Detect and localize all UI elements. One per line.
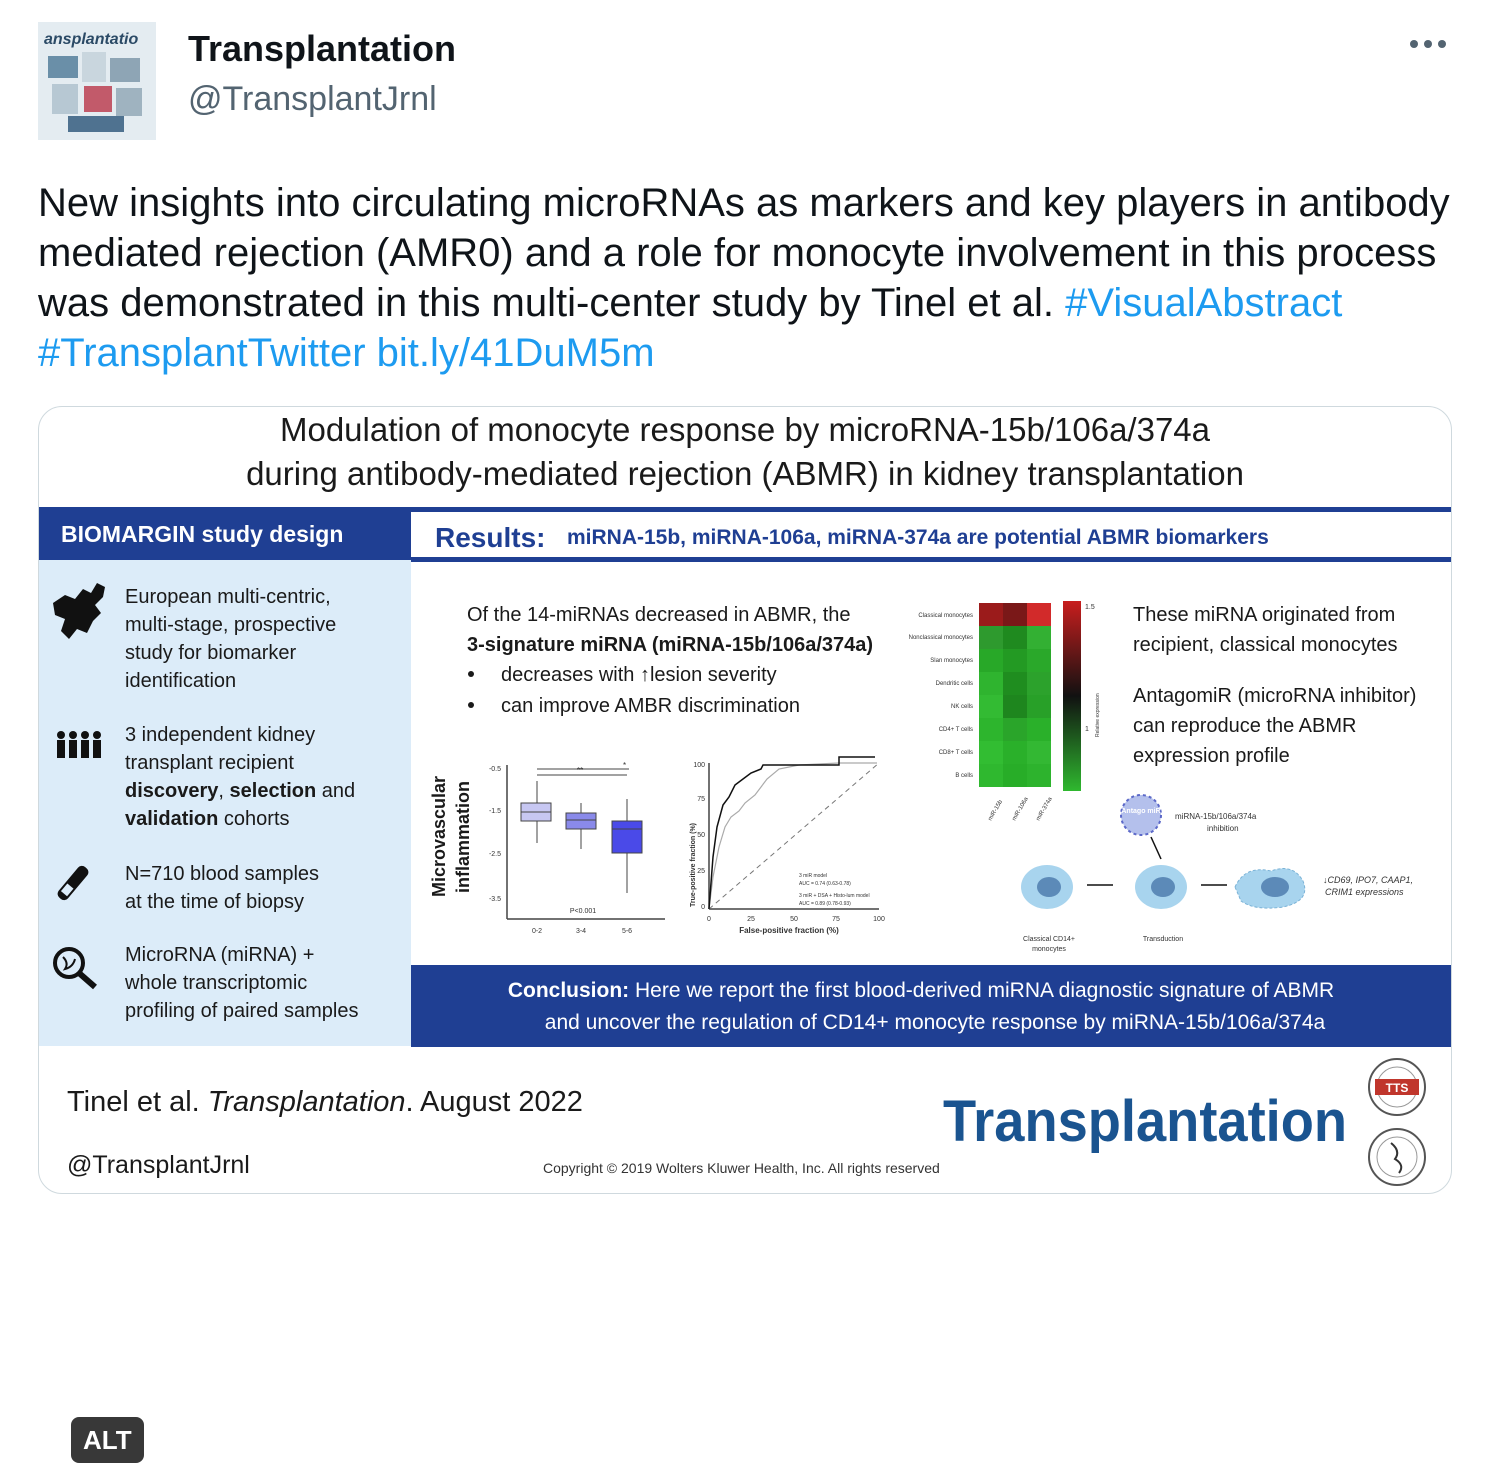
heatmap-row-4: Dendritic cells bbox=[935, 681, 973, 687]
heatmap-cell bbox=[979, 649, 1003, 672]
hashtag-visualabstract[interactable]: #VisualAbstract bbox=[1065, 281, 1343, 325]
design-item-1-line-2: multi-stage, prospective bbox=[125, 614, 337, 636]
roc-xtick-4: 75 bbox=[832, 916, 840, 923]
box3 bbox=[612, 821, 642, 853]
roc-ytick-5: 0 bbox=[701, 904, 705, 911]
heatmap-row-5: NK cells bbox=[950, 704, 973, 710]
inhibition-line2: inhibition bbox=[1207, 824, 1239, 833]
boxplot-xtick-2: 3-4 bbox=[575, 928, 587, 935]
conclusion-line1 bbox=[508, 979, 1334, 1002]
findings-bullet2: can improve AMBR discrimination bbox=[501, 695, 800, 717]
findings-line1: Of the 14-miRNAs decreased in ABMR, the bbox=[467, 604, 851, 626]
boxplot-ytick-2: -1.5 bbox=[488, 808, 501, 815]
cell1-label-line1: Classical CD14+ bbox=[1023, 936, 1075, 943]
design-item-3-line-1: N=710 blood samples bbox=[125, 863, 320, 885]
design-bold-selection: selection bbox=[229, 780, 317, 802]
citation-date: . August 2022 bbox=[405, 1086, 583, 1118]
heatmap-row-2: Nonclassical monocytes bbox=[908, 635, 973, 641]
heatmap-cell bbox=[1027, 718, 1051, 741]
sig-label-1: ** bbox=[577, 766, 584, 775]
header-rule bbox=[39, 507, 1451, 512]
more-icon bbox=[1408, 38, 1448, 50]
roc-xtick-1: 0 bbox=[707, 916, 711, 923]
cell1-label-line2: monocytes bbox=[1032, 946, 1066, 953]
origin-line4: can reproduce the ABMR bbox=[1133, 715, 1357, 737]
avatar[interactable] bbox=[38, 22, 156, 140]
heatmap-cell bbox=[1027, 695, 1051, 718]
results-subheader: miRNA-15b, miRNA-106a, miRNA-374a are potential ABMR biomarkers bbox=[567, 526, 1269, 549]
boxplot-xtick-3: 5-6 bbox=[621, 928, 633, 935]
abstract-title-line1: Modulation of monocyte response by microRNA-15b/106a/374a bbox=[279, 411, 1211, 448]
heatmap-scale-max: 1.5 bbox=[1085, 604, 1095, 611]
boxplot-ylabel-line2: inflammation bbox=[453, 780, 473, 893]
findings-bullet1: decreases with ↑lesion severity bbox=[501, 664, 777, 686]
heatmap-col-2: miR-106a bbox=[1011, 796, 1030, 822]
antagomir-label: Antago miR bbox=[1121, 808, 1161, 815]
heatmap-col-1: miR-15b bbox=[987, 799, 1005, 822]
design-item-4-line-2: whole transcriptomic bbox=[125, 972, 308, 994]
more-options-button[interactable] bbox=[1406, 22, 1450, 66]
design-bold-discovery: discovery bbox=[125, 780, 219, 802]
roc-legend-1b: AUC = 0.74 (0.63-0.78) bbox=[799, 881, 851, 887]
heatmap-cell bbox=[1027, 764, 1051, 787]
avatar-text: ansplantatio bbox=[44, 31, 139, 48]
design-item-4-line-1: MicroRNA (miRNA) + bbox=[125, 944, 315, 966]
conclusion-bar bbox=[411, 965, 1451, 1047]
findings-bullet2-dot bbox=[468, 702, 474, 708]
heatmap-cells bbox=[979, 603, 1051, 787]
heatmap-cell bbox=[1003, 718, 1027, 741]
design-sep-2: and bbox=[316, 780, 356, 802]
design-item-2-line-4 bbox=[125, 808, 290, 830]
boxplot-ytick-1: -0.5 bbox=[488, 766, 501, 773]
roc-ytick-1: 100 bbox=[693, 762, 705, 769]
design-item-1-line-4: identification bbox=[125, 670, 237, 692]
abstract-title-line2: during antibody-mediated rejection (ABMR) in kidney transplantation bbox=[246, 455, 1244, 492]
roc-curve-3mir bbox=[709, 763, 877, 909]
heatmap-row-7: CD8+ T cells bbox=[938, 750, 973, 756]
heatmap-cell bbox=[1003, 626, 1027, 649]
design-item-2-line-1: 3 independent kidney bbox=[125, 724, 316, 746]
transduced-nucleus-icon bbox=[1151, 877, 1175, 897]
heatmap-cell bbox=[979, 695, 1003, 718]
heatmap-row-6: CD4+ T cells bbox=[938, 727, 973, 733]
journal-logo: Transplantation bbox=[943, 1089, 1347, 1154]
roc-xlabel: False-positive fraction (%) bbox=[739, 926, 839, 935]
heatmap-cell bbox=[1003, 695, 1027, 718]
results-rule bbox=[411, 557, 1451, 562]
heatmap-col-3: miR-374a bbox=[1035, 796, 1054, 822]
design-tail: cohorts bbox=[218, 808, 290, 830]
boxplot-ytick-4: -3.5 bbox=[488, 896, 501, 903]
hashtag-transplanttwitter[interactable]: #TransplantTwitter bbox=[38, 331, 366, 375]
roc-xtick-2: 25 bbox=[747, 916, 755, 923]
heatmap-row-8: B cells bbox=[955, 773, 973, 779]
heatmap-scale-bar bbox=[1063, 601, 1081, 791]
roc-xtick-3: 50 bbox=[790, 916, 798, 923]
design-item-2-line-3 bbox=[125, 780, 355, 802]
expression-line1: ↓CD69, IPO7, CAAP1, bbox=[1323, 875, 1414, 885]
heatmap-scale-label: Relative expression bbox=[1095, 693, 1101, 737]
roc-ytick-2: 75 bbox=[697, 796, 705, 803]
heatmap-cell bbox=[979, 764, 1003, 787]
conclusion-text1: Here we report the first blood-derived miRNA diagnostic signature of ABMR bbox=[629, 979, 1335, 1002]
origin-line2: recipient, classical monocytes bbox=[1133, 634, 1398, 656]
heatmap bbox=[909, 601, 1101, 822]
boxplot-ytick-3: -2.5 bbox=[488, 851, 501, 858]
findings-line2: 3-signature miRNA (miRNA-15b/106a/374a) bbox=[467, 634, 874, 656]
results-header: Results: bbox=[435, 522, 546, 553]
mechanism-diagram bbox=[1021, 795, 1413, 953]
heatmap-cell bbox=[1003, 764, 1027, 787]
design-sep-1: , bbox=[218, 780, 230, 802]
author-handle[interactable]: @TransplantJrnl bbox=[188, 80, 437, 118]
boxplot-chart bbox=[429, 761, 665, 935]
design-bold-validation: validation bbox=[125, 808, 219, 830]
expression-line2: CRIM1 expressions bbox=[1325, 887, 1404, 897]
design-item-4-line-3: profiling of paired samples bbox=[125, 1000, 359, 1022]
inhibition-arrow bbox=[1151, 837, 1161, 859]
heatmap-cell bbox=[1003, 672, 1027, 695]
boxplot-xtick-1: 0-2 bbox=[531, 928, 543, 935]
tweet-body: New insights into circulating microRNAs as markers and key players in antibody mediated rejection (AMR0) and a role for monocyte involvement in this process was demonstrated in this multi-center study by Tinel et al. bbox=[38, 181, 1450, 325]
heatmap-cell bbox=[1003, 603, 1027, 626]
boxplot-pvalue: P<0.001 bbox=[569, 908, 597, 915]
design-item-3-line-2: at the time of biopsy bbox=[125, 891, 304, 913]
design-item-1-line-1: European multi-centric, bbox=[125, 586, 331, 608]
inhibition-line1: miRNA-15b/106a/374a bbox=[1175, 812, 1257, 821]
findings-bullet1-dot bbox=[468, 671, 474, 677]
visual-abstract bbox=[39, 407, 1451, 1193]
heatmap-cell bbox=[979, 718, 1003, 741]
heatmap-cell bbox=[1003, 649, 1027, 672]
media-card[interactable] bbox=[38, 406, 1452, 1455]
heatmap-cell bbox=[1003, 741, 1027, 764]
origin-line1: These miRNA originated from bbox=[1133, 604, 1396, 626]
roc-legend-2b: AUC = 0.89 (0.78-0.93) bbox=[799, 901, 851, 907]
avatar-image bbox=[38, 22, 156, 140]
heatmap-cell bbox=[1027, 672, 1051, 695]
tweet-link[interactable]: bit.ly/41DuM5m bbox=[376, 331, 655, 375]
cell2-label: Transduction bbox=[1142, 936, 1184, 943]
design-item-1-line-3: study for biomarker bbox=[125, 642, 297, 664]
roc-ylabel: True-positive fraction (%) bbox=[690, 822, 697, 907]
roc-ytick-4: 25 bbox=[697, 868, 705, 875]
roc-legend-1: 3 miR model bbox=[799, 873, 828, 879]
boxplot-ylabel-line1: Microvascular bbox=[429, 775, 449, 897]
heatmap-row-3: Slan monocytes bbox=[930, 658, 973, 664]
heatmap-cell bbox=[979, 603, 1003, 626]
tts-seal-text: TTS bbox=[1385, 1081, 1409, 1095]
heatmap-cell bbox=[979, 672, 1003, 695]
tweet-text bbox=[38, 178, 1458, 378]
alt-badge-button[interactable]: ALT bbox=[71, 1417, 144, 1463]
roc-xtick-5: 100 bbox=[873, 916, 885, 923]
design-header: BIOMARGIN study design bbox=[61, 521, 344, 547]
conclusion-bold: Conclusion: bbox=[507, 979, 630, 1002]
activated-nucleus-icon bbox=[1261, 877, 1289, 897]
roc-legend-2: 3 miR + DSA + Histo-lum model bbox=[799, 893, 870, 899]
copyright: Copyright © 2019 Wolters Kluwer Health, Inc. All rights reserved bbox=[543, 1160, 940, 1176]
sig-label-2: * bbox=[623, 761, 627, 770]
citation bbox=[67, 1086, 583, 1118]
antagomir-icon bbox=[1121, 795, 1161, 835]
tweet-header bbox=[38, 22, 1450, 142]
tts-seal-icon bbox=[1369, 1059, 1425, 1115]
heatmap-cell bbox=[1027, 603, 1051, 626]
heatmap-cell bbox=[979, 741, 1003, 764]
roc-chart bbox=[690, 757, 885, 935]
origin-line3: AntagomiR (microRNA inhibitor) bbox=[1133, 685, 1417, 707]
author-name[interactable]: Transplantation bbox=[188, 28, 457, 69]
footer-handle: @TransplantJrnl bbox=[67, 1151, 250, 1179]
heatmap-cell bbox=[1027, 741, 1051, 764]
monocyte-nucleus-icon bbox=[1037, 877, 1061, 897]
heatmap-cell bbox=[1027, 649, 1051, 672]
heatmap-cell bbox=[979, 626, 1003, 649]
society-seal-icon bbox=[1369, 1129, 1425, 1185]
citation-authors: Tinel et al. bbox=[67, 1086, 208, 1118]
origin-line5: expression profile bbox=[1133, 745, 1290, 767]
heatmap-scale-mid: 1 bbox=[1085, 726, 1089, 733]
design-item-2-line-2: transplant recipient bbox=[125, 752, 294, 774]
box2 bbox=[566, 813, 596, 829]
heatmap-row-1: Classical monocytes bbox=[918, 613, 973, 619]
conclusion-line2: and uncover the regulation of CD14+ monocyte response by miRNA-15b/106a/374a bbox=[544, 1011, 1326, 1034]
citation-journal: Transplantation bbox=[207, 1086, 406, 1118]
heatmap-cell bbox=[1027, 626, 1051, 649]
roc-ytick-3: 50 bbox=[697, 832, 705, 839]
